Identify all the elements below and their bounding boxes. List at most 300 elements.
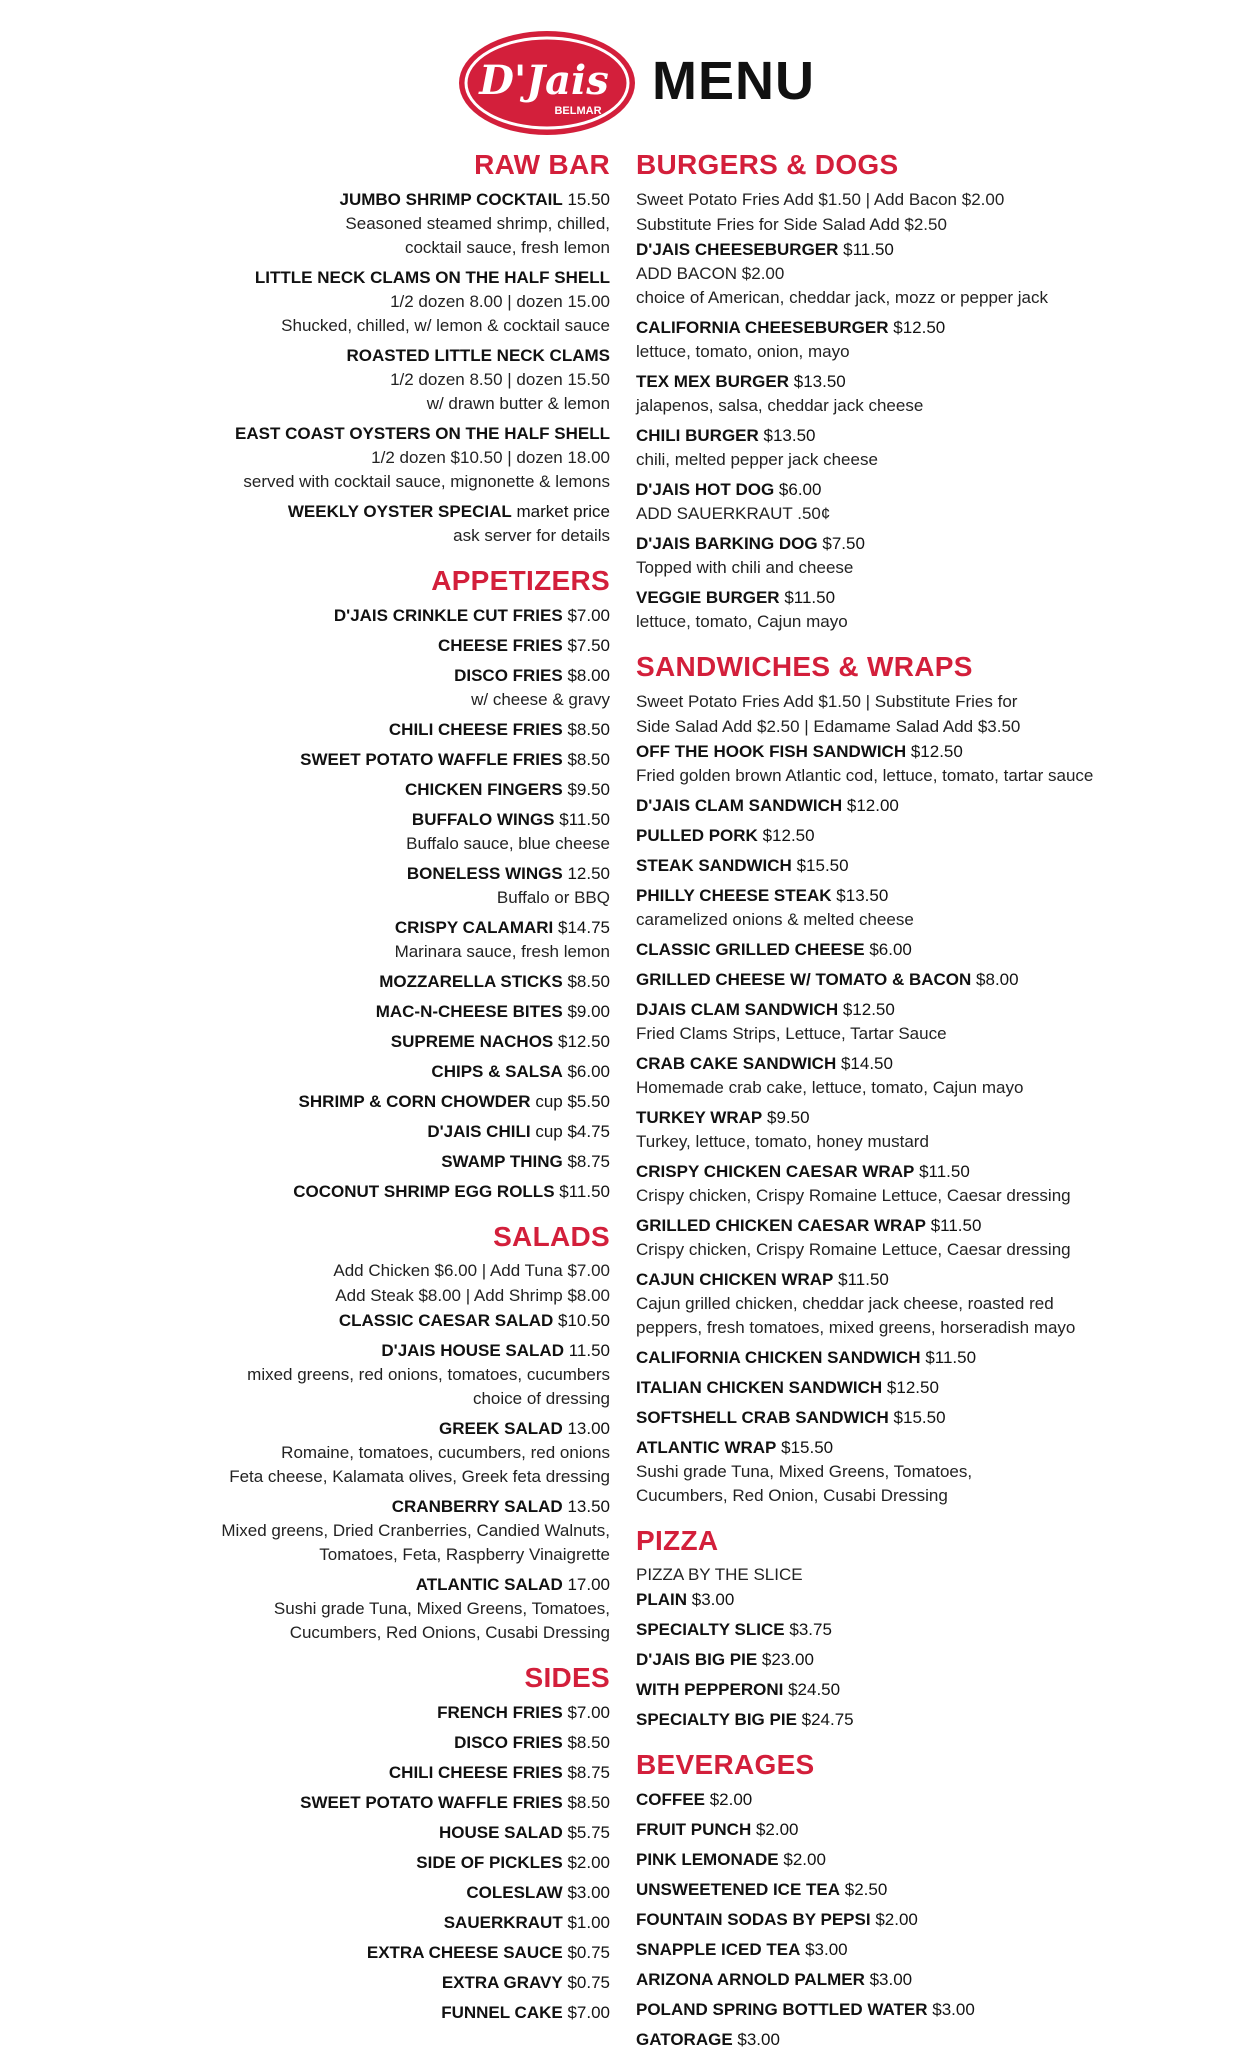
section-title: APPETIZERS	[431, 564, 610, 596]
item-name: CALIFORNIA CHICKEN SANDWICH	[636, 1347, 921, 1367]
menu-item-line	[636, 1435, 1136, 1460]
item-name: CHILI BURGER	[636, 425, 759, 445]
menu-item	[636, 1159, 1136, 1208]
menu-item-line	[150, 1119, 610, 1144]
menu-item-line	[636, 967, 1136, 992]
item-name: CHEESE FRIES	[438, 635, 563, 655]
item-price: market price	[516, 501, 610, 521]
menu-item-line	[150, 1494, 610, 1519]
menu-item-line	[636, 793, 1136, 818]
item-name: OFF THE HOOK FISH SANDWICH	[636, 741, 907, 761]
item-name: SAUERKRAUT	[443, 1913, 563, 1933]
item-description: ask server for details	[453, 525, 610, 545]
menu-item	[636, 793, 1136, 818]
section-note: Side Salad Add $2.50 | Edamame Salad Add $3.50	[636, 716, 1021, 736]
menu-item-line	[150, 499, 610, 524]
item-name: ATLANTIC SALAD	[415, 1575, 563, 1595]
item-price: $8.50	[567, 719, 610, 739]
menu-item-line	[150, 1790, 610, 1815]
menu-item	[636, 1877, 1136, 1902]
menu-title: MENU	[652, 51, 815, 111]
menu-item	[636, 369, 1136, 418]
menu-item-line	[636, 1677, 1136, 1702]
menu-item	[636, 1051, 1136, 1100]
item-description: ADD SAUERKRAUT .50¢	[636, 503, 831, 523]
menu-item-line	[150, 861, 610, 886]
item-price: $2.00	[875, 1910, 918, 1930]
menu-item	[636, 1787, 1136, 1812]
item-description: mixed greens, red onions, tomatoes, cucumbers	[247, 1365, 610, 1385]
item-name: TEX MEX BURGER	[636, 371, 790, 391]
item-name: DISCO FRIES	[454, 1733, 563, 1753]
item-price: $1.00	[567, 1913, 610, 1933]
menu-item-line	[150, 1308, 610, 1333]
menu-item-line	[636, 369, 1136, 394]
menu-item	[636, 1647, 1136, 1672]
menu-item	[636, 853, 1136, 878]
item-price: $6.00	[567, 1061, 610, 1081]
item-name: ROASTED LITTLE NECK CLAMS	[346, 345, 610, 365]
menu-item	[636, 997, 1136, 1046]
item-name: SPECIALTY SLICE	[636, 1620, 785, 1640]
item-name: SPECIALTY BIG PIE	[636, 1710, 797, 1730]
menu-item	[636, 1375, 1136, 1400]
item-name: GATORAGE	[636, 2030, 733, 2050]
item-description: ADD BACON $2.00	[636, 263, 785, 283]
menu-item	[150, 1820, 610, 1845]
item-name: SWAMP THING	[441, 1151, 563, 1171]
section-note: Add Chicken $6.00 | Add Tuna $7.00	[333, 1261, 610, 1281]
menu-item-line	[636, 1817, 1136, 1842]
item-price: cup $4.75	[535, 1121, 610, 1141]
left-column	[150, 150, 610, 2043]
item-price: $13.50	[836, 885, 889, 905]
menu-item-line	[636, 1877, 1136, 1902]
section-salads	[150, 1222, 610, 1646]
item-price: $3.00	[805, 1940, 848, 1960]
item-price: $0.75	[567, 1943, 610, 1963]
item-name: CRISPY CALAMARI	[394, 917, 554, 937]
item-name: D'JAIS CHEESEBURGER	[636, 239, 839, 259]
item-price: $12.50	[893, 317, 946, 337]
item-price: 17.00	[567, 1575, 610, 1595]
item-price: $8.75	[567, 1151, 610, 1171]
section-note: PIZZA BY THE SLICE	[636, 1565, 803, 1585]
menu-item	[636, 1617, 1136, 1642]
item-name: D'JAIS BARKING DOG	[636, 533, 818, 553]
item-name: SWEET POTATO WAFFLE FRIES	[300, 749, 563, 769]
item-price: $11.50	[784, 587, 836, 607]
menu-item	[150, 807, 610, 856]
section-appetizers	[150, 566, 610, 1204]
item-name: CHICKEN FINGERS	[404, 779, 563, 799]
item-price: $2.00	[709, 1790, 753, 1810]
logo-subtext: BELMAR	[554, 105, 602, 117]
item-name: GREEK SALAD	[438, 1419, 563, 1439]
section-note: Add Steak $8.00 | Add Shrimp $8.00	[335, 1286, 610, 1306]
item-name: EXTRA GRAVY	[441, 1973, 563, 1993]
menu-item-line	[636, 883, 1136, 908]
item-name: FUNNEL CAKE	[441, 2003, 563, 2023]
item-description: choice of dressing	[472, 1389, 610, 1409]
item-name: SIDE OF PICKLES	[416, 1853, 563, 1873]
menu-item	[150, 1730, 610, 1755]
menu-item-line	[636, 1967, 1136, 1992]
item-price: $15.50	[796, 855, 849, 875]
item-price: $2.00	[755, 1820, 799, 1840]
item-name: CAJUN CHICKEN WRAP	[636, 1269, 834, 1289]
item-name: D'JAIS BIG PIE	[636, 1650, 758, 1670]
section-title: BURGERS & DOGS	[636, 149, 899, 180]
item-description: w/ drawn butter & lemon	[426, 393, 610, 413]
item-description: Sushi grade Tuna, Mixed Greens, Tomatoes,	[273, 1599, 610, 1619]
item-name: HOUSE SALAD	[438, 1823, 563, 1843]
menu-item-line	[636, 853, 1136, 878]
item-price: $0.75	[567, 1973, 610, 1993]
menu-item	[150, 1880, 610, 1905]
item-price: $2.00	[567, 1853, 610, 1873]
item-description: 1/2 dozen $10.50 | dozen 18.00	[371, 447, 610, 467]
item-price: $7.00	[567, 605, 610, 625]
menu-item	[636, 823, 1136, 848]
menu-item-line	[150, 999, 610, 1024]
menu-item-line	[150, 1850, 610, 1875]
menu-item	[636, 237, 1136, 310]
item-description: Cucumbers, Red Onion, Cusabi Dressing	[636, 1485, 948, 1505]
menu-item	[636, 739, 1136, 788]
item-description: cocktail sauce, fresh lemon	[404, 237, 610, 257]
item-name: CLASSIC GRILLED CHEESE	[636, 939, 865, 959]
menu-item	[636, 1907, 1136, 1932]
menu-item	[150, 1119, 610, 1144]
item-name: GRILLED CHEESE W/ TOMATO & BACON	[636, 969, 972, 989]
item-price: $12.50	[842, 999, 895, 1019]
item-name: TURKEY WRAP	[636, 1107, 763, 1127]
item-price: $8.50	[567, 1733, 610, 1753]
item-price: $3.00	[737, 2030, 780, 2050]
menu-header	[0, 22, 1243, 142]
menu-item-line	[150, 807, 610, 832]
item-name: ATLANTIC WRAP	[636, 1437, 777, 1457]
menu-item	[636, 1967, 1136, 1992]
menu-item-line	[150, 777, 610, 802]
item-name: POLAND SPRING BOTTLED WATER	[636, 2000, 928, 2020]
menu-item	[636, 967, 1136, 992]
menu-item	[636, 1847, 1136, 1872]
item-description: Cajun grilled chicken, cheddar jack cheese, roasted red	[636, 1293, 1054, 1313]
item-price: $11.50	[925, 1347, 977, 1367]
item-description: Seasoned steamed shrimp, chilled,	[345, 213, 610, 233]
menu-item-line	[150, 1572, 610, 1597]
menu-item	[150, 1416, 610, 1489]
menu-item	[636, 1677, 1136, 1702]
menu-item	[636, 1587, 1136, 1612]
menu-item	[150, 1149, 610, 1174]
menu-item	[150, 633, 610, 658]
menu-item	[150, 1179, 610, 1204]
item-name: SOFTSHELL CRAB SANDWICH	[636, 1407, 889, 1427]
item-name: DJAIS CLAM SANDWICH	[636, 999, 839, 1019]
menu-item-line	[150, 747, 610, 772]
item-name: SWEET POTATO WAFFLE FRIES	[300, 1793, 563, 1813]
item-description: Crispy chicken, Crispy Romaine Lettuce, Caesar dressing	[636, 1185, 1071, 1205]
section-title: SANDWICHES & WRAPS	[636, 650, 973, 682]
item-name: GRILLED CHICKEN CAESAR WRAP	[636, 1215, 926, 1235]
menu-item-line	[150, 1059, 610, 1084]
item-price: $11.50	[559, 809, 610, 829]
item-price: $11.50	[843, 239, 894, 259]
menu-item	[150, 663, 610, 712]
item-name: JUMBO SHRIMP COCKTAIL	[339, 189, 563, 209]
item-price: $12.50	[762, 825, 815, 845]
menu-item-line	[636, 1105, 1136, 1130]
item-description: caramelized onions & melted cheese	[636, 909, 914, 929]
menu-item-line	[636, 823, 1136, 848]
menu-item-line	[150, 1730, 610, 1755]
item-name: CLASSIC CAESAR SALAD	[338, 1311, 554, 1331]
menu-item-line	[150, 1029, 610, 1054]
section-sandwiches-wraps	[636, 652, 1136, 1508]
item-name: DISCO FRIES	[454, 665, 563, 685]
menu-item	[636, 1213, 1136, 1262]
item-description: Mixed greens, Dried Cranberries, Candied Walnuts,	[221, 1521, 610, 1541]
item-name: FRUIT PUNCH	[636, 1820, 752, 1840]
menu-item	[150, 265, 610, 338]
menu-item	[150, 2000, 610, 2025]
item-name: D'JAIS HOT DOG	[636, 479, 775, 499]
menu-item	[636, 477, 1136, 526]
menu-item-line	[150, 717, 610, 742]
item-price: $3.00	[932, 2000, 975, 2020]
item-price: $7.50	[567, 635, 610, 655]
item-price: $15.50	[781, 1437, 834, 1457]
menu-item	[636, 585, 1136, 634]
menu-item-line	[636, 1787, 1136, 1812]
item-description: Fried golden brown Atlantic cod, lettuce, tomato, tartar sauce	[636, 765, 1094, 785]
item-name: COLESLAW	[466, 1883, 563, 1903]
item-description: choice of American, cheddar jack, mozz or pepper jack	[636, 287, 1048, 307]
item-price: cup $5.50	[535, 1091, 610, 1111]
menu-item-line	[636, 1617, 1136, 1642]
menu-item-line	[150, 603, 610, 628]
item-price: $14.75	[558, 917, 610, 937]
menu-item-line	[636, 937, 1136, 962]
menu-item	[150, 1494, 610, 1567]
menu-item-line	[150, 1089, 610, 1114]
item-price: $11.50	[559, 1181, 610, 1201]
menu-item-line	[150, 633, 610, 658]
section-pizza	[636, 1526, 1136, 1733]
section-title: SALADS	[493, 1220, 610, 1252]
menu-item	[636, 1997, 1136, 2022]
menu-item	[636, 937, 1136, 962]
menu-item	[150, 777, 610, 802]
menu-item-line	[150, 1338, 610, 1363]
menu-item-line	[150, 1416, 610, 1441]
item-name: D'JAIS CLAM SANDWICH	[636, 795, 843, 815]
menu-item-line	[150, 187, 610, 212]
item-price: $6.00	[778, 479, 822, 499]
item-price: 11.50	[568, 1341, 610, 1361]
menu-item-line	[636, 1847, 1136, 1872]
item-name: EAST COAST OYSTERS ON THE HALF SHELL	[235, 423, 610, 443]
item-description: w/ cheese & gravy	[471, 689, 610, 709]
section-note: Sweet Potato Fries Add $1.50 | Substitute Fries for	[636, 691, 1018, 711]
item-price: $9.50	[766, 1107, 810, 1127]
menu-item-line	[636, 739, 1136, 764]
menu-item	[150, 1029, 610, 1054]
menu-item-line	[150, 915, 610, 940]
item-price: $24.75	[801, 1710, 854, 1730]
item-price: $13.50	[763, 425, 816, 445]
menu-item	[636, 883, 1136, 932]
item-price: $7.50	[822, 533, 865, 553]
item-price: $9.00	[567, 1001, 610, 1021]
item-price: $12.00	[846, 795, 899, 815]
item-description: lettuce, tomato, Cajun mayo	[636, 611, 848, 631]
item-name: MOZZARELLA STICKS	[379, 971, 563, 991]
menu-item-line	[636, 315, 1136, 340]
menu-item	[150, 1338, 610, 1411]
menu-item	[636, 1817, 1136, 1842]
item-price: $8.50	[567, 749, 610, 769]
item-price: $8.00	[976, 969, 1019, 989]
section-sides	[150, 1663, 610, 2025]
menu-item	[150, 915, 610, 964]
section-raw-bar	[150, 150, 610, 548]
item-price: 15.50	[567, 189, 610, 209]
menu-item	[150, 1089, 610, 1114]
menu-item-line	[150, 1700, 610, 1725]
menu-item-line	[150, 1179, 610, 1204]
item-price: $11.50	[838, 1269, 889, 1289]
menu-item-line	[150, 1910, 610, 1935]
section-beverages	[636, 1750, 1136, 2052]
section-burgers-dogs	[636, 150, 1136, 634]
item-name: SUPREME NACHOS	[390, 1031, 554, 1051]
item-name: D'JAIS CHILI	[427, 1121, 531, 1141]
item-description: served with cocktail sauce, mignonette & lemons	[243, 471, 610, 491]
item-name: VEGGIE BURGER	[636, 587, 780, 607]
menu-item	[636, 423, 1136, 472]
section-title: BEVERAGES	[636, 1749, 815, 1781]
menu-item-line	[636, 1997, 1136, 2022]
menu-item	[150, 1790, 610, 1815]
item-price: $8.50	[567, 971, 610, 991]
item-name: COCONUT SHRIMP EGG ROLLS	[293, 1181, 555, 1201]
item-name: CRANBERRY SALAD	[391, 1497, 563, 1517]
menu-item-line	[150, 343, 610, 368]
menu-item-line	[636, 1907, 1136, 1932]
menu-item	[150, 1850, 610, 1875]
item-description: Crispy chicken, Crispy Romaine Lettuce, Caesar dressing	[636, 1239, 1071, 1259]
menu-item-line	[150, 663, 610, 688]
right-column	[636, 150, 1136, 2070]
menu-item	[150, 1940, 610, 1965]
menu-item-line	[636, 477, 1136, 502]
menu-item-line	[636, 1707, 1136, 1732]
item-name: CHIPS & SALSA	[431, 1061, 563, 1081]
item-description: lettuce, tomato, onion, mayo	[636, 341, 850, 361]
menu-item	[150, 969, 610, 994]
menu-item	[150, 999, 610, 1024]
item-price: $3.00	[691, 1590, 735, 1610]
menu-item	[150, 861, 610, 910]
menu-item	[150, 603, 610, 628]
item-name: STEAK SANDWICH	[636, 855, 792, 875]
menu-item	[636, 1937, 1136, 1962]
item-price: $3.00	[567, 1883, 610, 1903]
menu-item-line	[636, 2027, 1136, 2052]
item-name: WEEKLY OYSTER SPECIAL	[287, 501, 512, 521]
item-price: 13.50	[567, 1497, 610, 1517]
menu-item-line	[636, 1937, 1136, 1962]
item-name: PLAIN	[636, 1590, 687, 1610]
item-name: FOUNTAIN SODAS BY PEPSI	[636, 1910, 871, 1930]
menu-item-line	[150, 969, 610, 994]
item-name: FRENCH FRIES	[437, 1703, 563, 1723]
item-price: $12.50	[886, 1377, 939, 1397]
menu-item	[150, 1059, 610, 1084]
item-price: $11.50	[919, 1161, 970, 1181]
menu-item-line	[636, 585, 1136, 610]
item-description: Romaine, tomatoes, cucumbers, red onions	[281, 1443, 610, 1463]
item-name: MAC-N-CHEESE BITES	[375, 1001, 563, 1021]
item-price: $23.00	[761, 1650, 814, 1670]
menu-item-line	[150, 1880, 610, 1905]
menu-item	[636, 1105, 1136, 1154]
item-name: EXTRA CHEESE SAUCE	[366, 1943, 563, 1963]
item-name: PINK LEMONADE	[636, 1850, 779, 1870]
menu-item-line	[150, 1760, 610, 1785]
menu-item-line	[150, 1820, 610, 1845]
item-name: COFFEE	[636, 1790, 705, 1810]
menu-item	[636, 1435, 1136, 1508]
djais-logo	[456, 28, 638, 138]
menu-item-line	[150, 2000, 610, 2025]
item-name: ITALIAN CHICKEN SANDWICH	[636, 1377, 883, 1397]
item-description: Shucked, chilled, w/ lemon & cocktail sauce	[281, 315, 610, 335]
menu-item-line	[636, 1375, 1136, 1400]
item-description: peppers, fresh tomatoes, mixed greens, horseradish mayo	[636, 1317, 1076, 1337]
item-price: $5.75	[567, 1823, 610, 1843]
item-price: $12.50	[910, 741, 963, 761]
item-price: $24.50	[788, 1680, 841, 1700]
item-description: Homemade crab cake, lettuce, tomato, Cajun mayo	[636, 1077, 1024, 1097]
item-name: BUFFALO WINGS	[411, 809, 555, 829]
menu-item	[150, 717, 610, 742]
item-name: D'JAIS CRINKLE CUT FRIES	[333, 605, 563, 625]
item-description: Buffalo or BBQ	[496, 887, 610, 907]
menu-item	[636, 315, 1136, 364]
menu-item-line	[636, 1587, 1136, 1612]
item-price: $13.50	[793, 371, 846, 391]
item-name: SHRIMP & CORN CHOWDER	[298, 1091, 531, 1111]
menu-item-line	[636, 1213, 1136, 1238]
item-description: Buffalo sauce, blue cheese	[406, 833, 610, 853]
item-description: Cucumbers, Red Onions, Cusabi Dressing	[289, 1623, 610, 1643]
menu-item-line	[150, 1940, 610, 1965]
item-description: Topped with chili and cheese	[636, 557, 854, 577]
item-price: $2.00	[783, 1850, 826, 1870]
item-description: Marinara sauce, fresh lemon	[394, 941, 610, 961]
menu-item	[150, 1910, 610, 1935]
menu-item	[150, 187, 610, 260]
item-name: PHILLY CHEESE STEAK	[636, 885, 832, 905]
item-description: Fried Clams Strips, Lettuce, Tartar Sauce	[636, 1023, 947, 1043]
menu-item	[636, 1405, 1136, 1430]
item-description: Tomatoes, Feta, Raspberry Vinaigrette	[319, 1545, 610, 1565]
